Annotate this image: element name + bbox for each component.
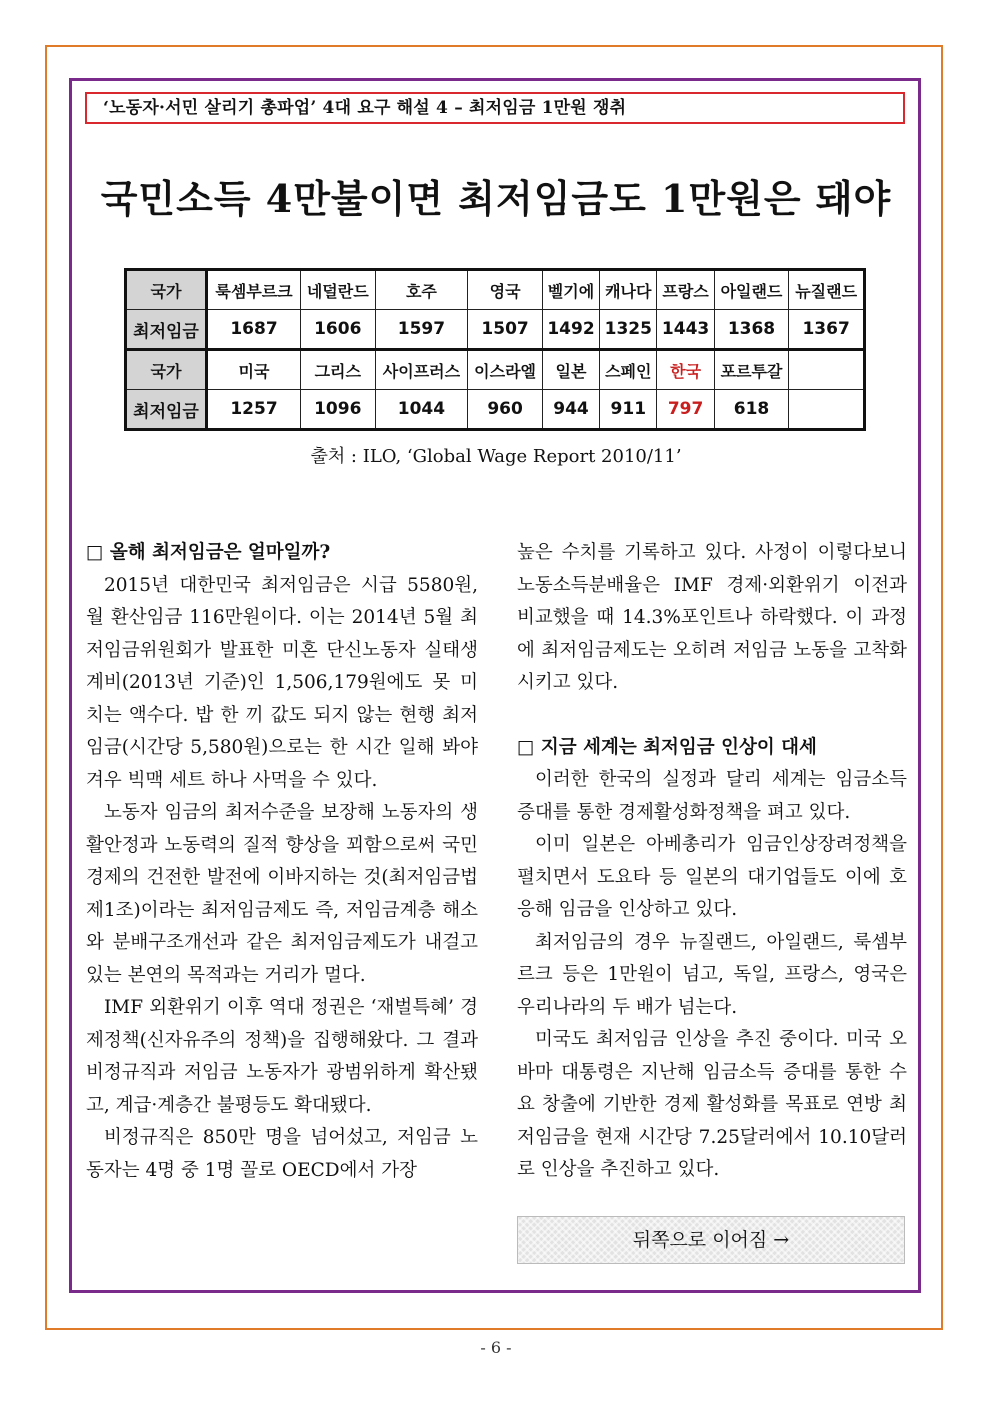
wage-cell: 1257 [207,390,301,430]
country-cell: 호주 [375,270,468,310]
body-paragraph: 2015년 대한민국 최저임금은 시급 5580원, 월 환산임금 116만원이다. 이는 2014년 5월 최저임금위원회가 발표한 미혼 단신노동자 실태생계비(2013년 기준)인 1,506,179원에도 못 미치는 액수다. 밥 한 끼 값도 되지 않는 현행 최저임금(시간당 5,580원)으로는 한 시간 일해 봐야 겨우 빅맥 세트 하나 사먹을 수 있다. [86,574,478,791]
country-cell: 뉴질랜드 [789,270,865,310]
left-column [86,537,478,1187]
wage-cell: 1443 [657,310,714,350]
wage-cell: 1096 [301,390,376,430]
country-cell: 사이프러스 [375,350,468,390]
empty-cell [789,350,865,390]
table-row-wages-1 [126,310,865,350]
minimum-wage-table [124,268,866,431]
body-paragraph: 이러한 한국의 실정과 달리 세계는 임금소득 증대를 통한 경제활성화정책을 펴고 있다. [517,769,907,823]
empty-cell [789,390,865,430]
body-paragraph: 노동자 임금의 최저수준을 보장해 노동자의 생활안정과 노동력의 질적 향상을 꾀함으로써 국민경제의 건전한 발전에 이바지하는 것(최저임금법 제1조)이라는 최저임금제도 즉, 저임금계층 해소와 분배구조개선과 같은 최저임금제도가 내걸고 있는 본연의 목적과는 거리가 멀다. [86,802,478,986]
wage-cell: 1325 [600,310,657,350]
body-paragraph: IMF 외환위기 이후 역대 정권은 ‘재벌특혜’ 경제정책(신자유주의 정책)을 집행해왔다. 그 결과비정규직과 저임금 노동자가 광범위하게 확산됐고, 계급·계층간 불평등도 확대됐다. [86,997,478,1116]
country-cell: 캐나다 [600,270,657,310]
wage-cell: 1368 [714,310,789,350]
country-cell: 포르투갈 [714,350,789,390]
wage-cell: 1492 [542,310,599,350]
country-cell: 일본 [542,350,599,390]
body-paragraph: 이미 일본은 아베총리가 임금인상장려정책을 펼치면서 도요타 등 일본의 대기업들도 이에 호응해 임금을 인상하고 있다. [517,834,907,920]
table-source-caption: 출처 : ILO, ‘Global Wage Report 2010/11’ [310,446,682,467]
body-paragraph: 비정규직은 850만 명을 넘어섰고, 저임금 노동자는 4명 중 1명 꼴로 OECD에서 가장 [86,1127,478,1181]
wage-cell: 1687 [207,310,301,350]
wage-cell: 1606 [301,310,376,350]
wage-cell: 618 [714,390,789,430]
country-cell: 미국 [207,350,301,390]
series-header: ‘노동자·서민 살리기 총파업’ 4대 요구 해설 4 – 최저임금 1만원 쟁취 [85,92,905,124]
table-row-countries-2 [126,350,865,390]
section-heading: □ 지금 세계는 최저임금 인상이 대세 [517,736,817,758]
country-cell: 이스라엘 [468,350,543,390]
country-cell: 벨기에 [542,270,599,310]
wage-cell-korea: 797 [657,390,714,430]
wage-cell: 1597 [375,310,468,350]
country-cell: 프랑스 [657,270,714,310]
country-cell: 네덜란드 [301,270,376,310]
wage-cell: 944 [542,390,599,430]
section-heading: □ 올해 최저임금은 얼마일까? [86,542,331,563]
right-column [517,537,907,1187]
body-paragraph: 미국도 최저임금 인상을 추진 중이다. 미국 오바마 대통령은 지난해 임금소득 증대를 통한 수요 창출에 기반한 경제 활성화를 목표로 연방 최저임금을 현재 시간당 7.25달러에서 10.10달러로 인상을 추진하고 있다. [517,1029,907,1180]
row-header-wage: 최저임금 [126,310,207,350]
continue-on-back-note: 뒤쪽으로 이어짐 → [517,1216,905,1264]
table-row-countries-1 [126,270,865,310]
wage-cell: 1507 [468,310,543,350]
body-paragraph-continued: 높은 수치를 기록하고 있다. 사정이 이렇다보니 노동소득분배율은 IMF 경제·외환위기 이전과 비교했을 때 14.3%포인트나 하락했다. 이 과정에 최저임금제도는 오히려 저임금 노동을 고착화 시키고 있다. [517,542,907,693]
wage-cell: 1044 [375,390,468,430]
row-header-country: 국가 [126,270,207,310]
body-paragraph: 최저임금의 경우 뉴질랜드, 아일랜드, 룩셈부르크 등은 1만원이 넘고, 독일, 프랑스, 영국은 우리나라의 두 배가 넘는다. [517,931,907,1018]
row-header-wage: 최저임금 [126,390,207,430]
country-cell: 룩셈부르크 [207,270,301,310]
paragraph-spacer [517,700,907,732]
wage-cell: 960 [468,390,543,430]
table-row-wages-2 [126,390,865,430]
country-cell-korea: 한국 [657,350,714,390]
row-header-country: 국가 [126,350,207,390]
country-cell: 스페인 [600,350,657,390]
country-cell: 영국 [468,270,543,310]
page-number: - 6 - [480,1338,512,1357]
wage-cell: 1367 [789,310,865,350]
country-cell: 그리스 [301,350,376,390]
wage-cell: 911 [600,390,657,430]
country-cell: 아일랜드 [714,270,789,310]
article-title: 국민소득 4만불이면 최저임금도 1만원은 돼야 [100,176,892,221]
